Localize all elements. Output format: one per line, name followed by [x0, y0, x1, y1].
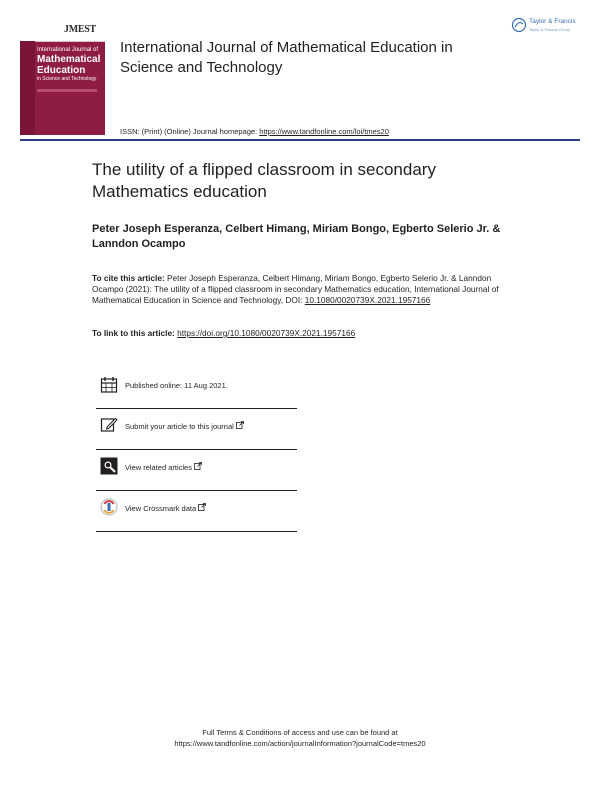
related-articles-link[interactable]	[125, 462, 202, 472]
cover-title-big1: Mathematical	[37, 54, 101, 65]
citation-block	[92, 273, 502, 306]
article-url-link[interactable]: https://doi.org/10.1080/0020739X.2021.1957166	[177, 328, 356, 338]
calendar-icon	[100, 376, 118, 394]
doi-link[interactable]: 10.1080/0020739X.2021.1957166	[304, 295, 431, 305]
related-articles-row[interactable]	[96, 457, 297, 493]
cover-strip	[37, 89, 97, 92]
cover-title	[37, 47, 103, 83]
journal-cover	[20, 22, 105, 135]
article-authors: Peter Joseph Esperanza, Celbert Himang, Miriam Bongo, Egberto Selerio Jr. & Lanndon Ocampo	[92, 223, 501, 250]
external-link-icon	[236, 421, 244, 429]
cover-masthead-text: JMEST	[64, 24, 96, 35]
footer-terms-url[interactable]: https://www.tandfonline.com/action/journalInformation?journalCode=tmes20	[174, 739, 426, 748]
publisher-name: Taylor & Francis	[529, 18, 576, 25]
cover-title-big2: Education	[37, 65, 86, 76]
divider	[96, 531, 297, 532]
footer-terms: Full Terms & Conditions of access and use can be found at	[202, 728, 398, 737]
publisher-logo-icon	[511, 17, 527, 33]
footer	[100, 727, 500, 749]
cover-title-line1: International Journal of	[37, 47, 99, 53]
issn-prefix: ISSN: (Print) (Online) Journal homepage:	[120, 127, 260, 136]
article-link-label: To link to this article:	[92, 328, 178, 338]
divider	[96, 408, 297, 409]
cover-masthead	[20, 22, 105, 42]
article-title: The utility of a flipped classroom in secondary Mathematics education	[92, 160, 436, 201]
external-link-icon	[198, 503, 206, 511]
issn-line	[120, 127, 389, 136]
header-divider	[20, 139, 580, 141]
crossmark-row[interactable]	[96, 498, 297, 534]
publisher-tagline: Taylor & Francis Group	[529, 27, 570, 32]
submit-article-row[interactable]	[96, 416, 297, 452]
cover-band	[20, 41, 35, 135]
published-date: Published online: 11 Aug 2021.	[125, 381, 228, 390]
citation-label: To cite this article:	[92, 273, 165, 283]
edit-icon	[100, 416, 118, 434]
journal-title[interactable]: International Journal of Mathematical Education in Science and Technology	[120, 39, 453, 76]
article-link-block	[92, 328, 512, 339]
journal-homepage-link[interactable]: https://www.tandfonline.com/loi/tmes20	[259, 127, 389, 136]
publisher-logo	[511, 16, 586, 36]
published-row	[96, 376, 297, 412]
related-search-icon	[100, 457, 118, 475]
citation-text: Peter Joseph Esperanza, Celbert Himang, Miriam Bongo, Egberto Selerio Jr. & Lanndon Ocampo (2021): The utility of a flipped classroom in secondary Mathematics education, International Journal of Mathematical Education in Science and Technology, DOI:	[92, 273, 499, 305]
related-articles-label: View related articles	[125, 463, 192, 472]
divider	[96, 449, 297, 450]
crossmark-icon	[100, 498, 118, 516]
submit-article-label: Submit your article to this journal	[125, 422, 234, 431]
crossmark-link[interactable]	[125, 503, 206, 513]
submit-article-link[interactable]	[125, 421, 244, 431]
divider	[96, 490, 297, 491]
crossmark-label: View Crossmark data	[125, 504, 197, 513]
external-link-icon	[194, 462, 202, 470]
cover-title-line2: in Science and Technology	[37, 76, 97, 82]
